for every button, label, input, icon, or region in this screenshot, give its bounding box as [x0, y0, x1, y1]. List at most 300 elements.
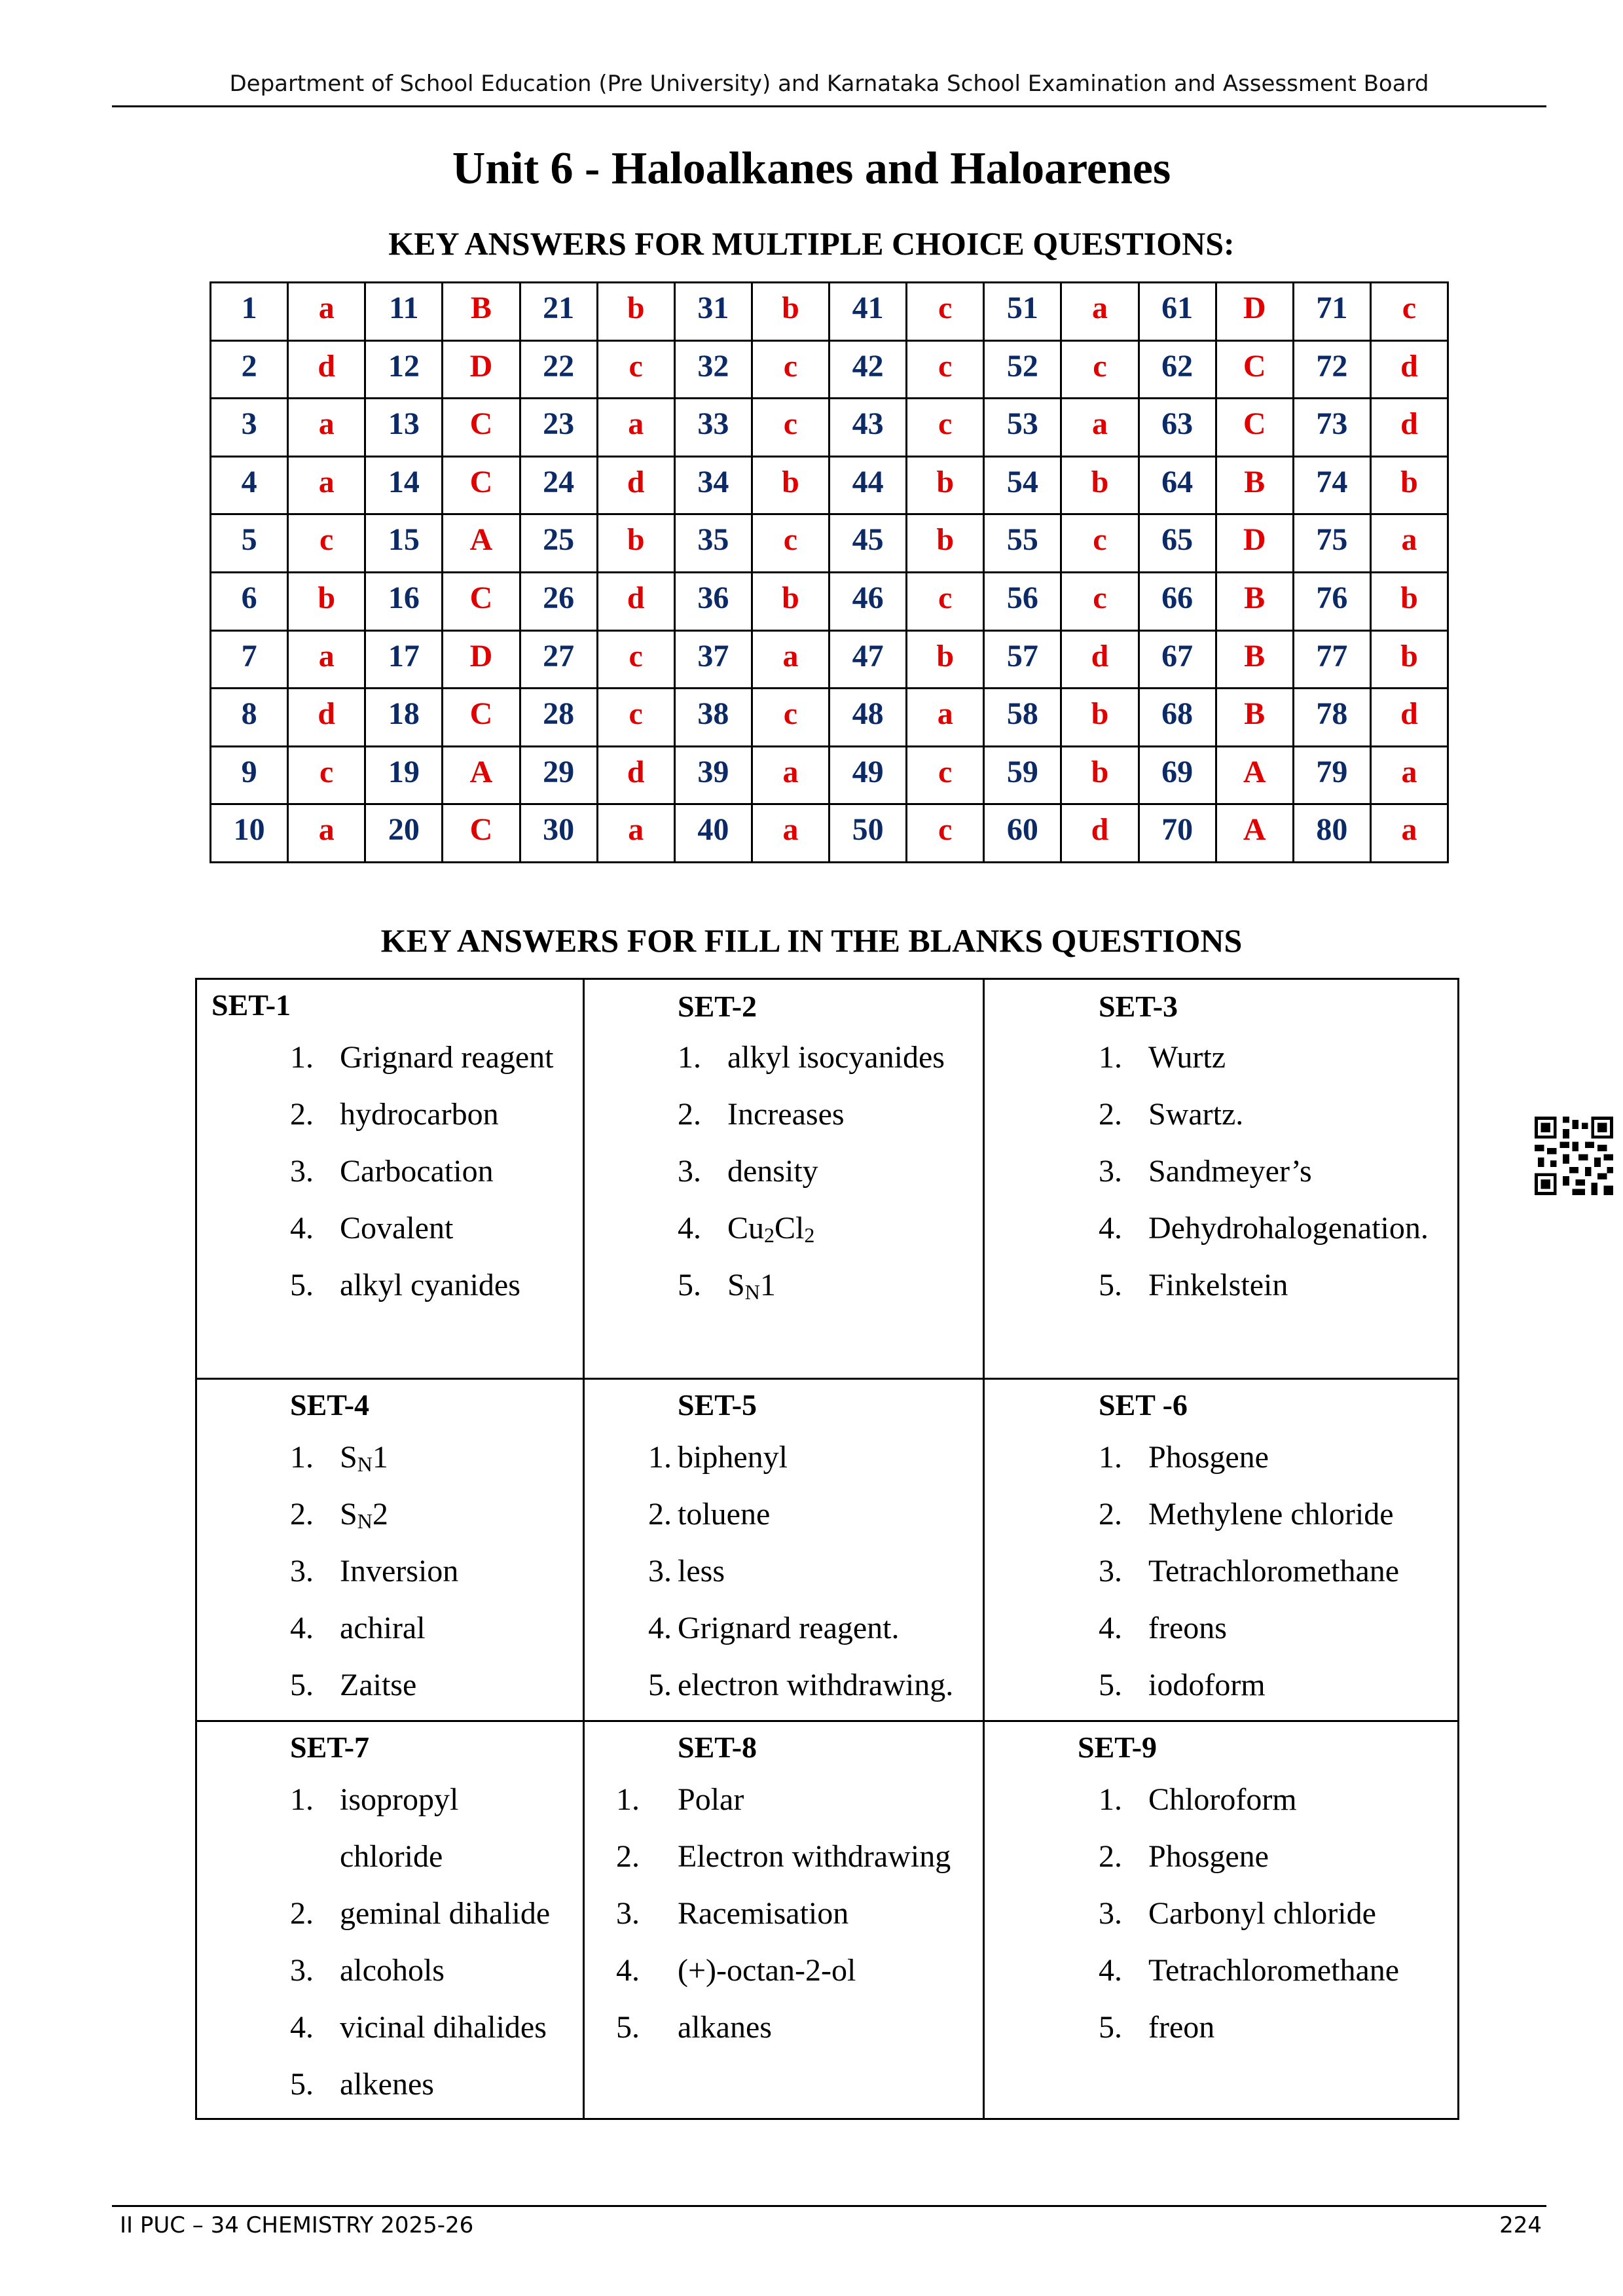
item-text	[1148, 1999, 1214, 2056]
answer-key: b	[1370, 572, 1448, 630]
question-number: 4	[211, 456, 288, 514]
question-number: 13	[365, 399, 443, 457]
question-number: 2	[211, 340, 288, 399]
answer-key: c	[752, 689, 829, 747]
answer-key: c	[907, 804, 984, 863]
item-number: 5.	[1099, 2010, 1122, 2045]
question-number: 52	[984, 340, 1061, 399]
answer-key: a	[1370, 514, 1448, 573]
question-number: 48	[830, 689, 907, 747]
item-text	[727, 1200, 814, 1264]
page-header: Department of School Education (Pre University) and Karnataka School Examination and Assessment Board	[229, 71, 1429, 97]
item-number: 2.	[616, 1839, 640, 1874]
answer-key: b	[1061, 746, 1139, 804]
item-text	[727, 1143, 818, 1200]
item-text	[1148, 1657, 1266, 1713]
item-number: 3.	[648, 1554, 672, 1588]
answer-key: c	[907, 746, 984, 804]
text-segment: toluene	[678, 1497, 771, 1532]
item-number: 3.	[290, 1554, 314, 1588]
item-text	[1148, 1486, 1394, 1543]
item-text	[1148, 1828, 1269, 1885]
text-segment: electron withdrawing.	[678, 1668, 954, 1702]
question-number: 73	[1293, 399, 1370, 457]
text-segment: Swartz.	[1148, 1097, 1244, 1132]
question-number: 78	[1293, 689, 1370, 747]
item-number: 5.	[290, 1668, 314, 1702]
text-segment: alkyl cyanides	[340, 1268, 520, 1302]
answer-key: d	[288, 689, 365, 747]
question-number: 62	[1139, 340, 1216, 399]
question-number: 5	[211, 514, 288, 573]
answer-key: d	[597, 572, 674, 630]
item-number: 1.	[290, 1440, 314, 1475]
question-number: 24	[520, 456, 597, 514]
answer-key: D	[1216, 283, 1293, 341]
header-divider	[112, 105, 1546, 107]
answer-key: b	[288, 572, 365, 630]
item-number: 2.	[678, 1097, 701, 1132]
table-row	[211, 456, 1448, 514]
footer-course: II PUC – 34 CHEMISTRY 2025-26	[120, 2212, 474, 2238]
text-segment: Dehydrohalogenation.	[1148, 1211, 1429, 1246]
question-number: 47	[830, 630, 907, 689]
item-text	[678, 1828, 951, 1885]
text-segment: freons	[1148, 1611, 1227, 1645]
answer-key: c	[1061, 572, 1139, 630]
item-text	[1148, 1257, 1288, 1314]
item-text	[678, 1657, 953, 1713]
question-number: 42	[830, 340, 907, 399]
table-row	[211, 572, 1448, 630]
answer-key: C	[443, 572, 520, 630]
answer-key: c	[597, 630, 674, 689]
answer-key: B	[1216, 572, 1293, 630]
item-number: 5.	[648, 1668, 672, 1702]
answer-key: C	[443, 689, 520, 747]
text-segment: alcohols	[340, 1953, 445, 1988]
question-number: 34	[674, 456, 752, 514]
page-number: 224	[1499, 2212, 1542, 2238]
item-number: 2.	[290, 1497, 314, 1532]
question-number: 7	[211, 630, 288, 689]
item-number: 3.	[1099, 1154, 1122, 1189]
item-text	[1148, 1600, 1227, 1657]
question-number: 46	[830, 572, 907, 630]
text-segment: Grignard reagent.	[678, 1611, 900, 1645]
text-segment: Inversion	[340, 1554, 459, 1588]
answer-key: d	[1370, 689, 1448, 747]
text-segment: Increases	[727, 1097, 845, 1132]
item-number: 2.	[1099, 1097, 1122, 1132]
question-number: 71	[1293, 283, 1370, 341]
text-segment: S	[727, 1268, 745, 1302]
question-number: 58	[984, 689, 1061, 747]
item-number: 3.	[1099, 1554, 1122, 1588]
answer-key: B	[1216, 456, 1293, 514]
answer-key: B	[443, 283, 520, 341]
question-number: 12	[365, 340, 443, 399]
text-segment: Phosgene	[1148, 1440, 1269, 1475]
mcq-answer-table	[210, 281, 1449, 863]
answer-key: D	[443, 340, 520, 399]
answer-key: c	[907, 572, 984, 630]
answer-key: b	[907, 630, 984, 689]
question-number: 44	[830, 456, 907, 514]
item-number: 3.	[678, 1154, 701, 1189]
answer-key: C	[443, 456, 520, 514]
item-text	[340, 1486, 388, 1550]
answer-key: A	[443, 746, 520, 804]
answer-key: a	[288, 283, 365, 341]
answer-key: a	[752, 804, 829, 863]
text-segment: Racemisation	[678, 1896, 849, 1931]
item-text	[1148, 1143, 1312, 1200]
answer-key: b	[1370, 456, 1448, 514]
item-number: 3.	[290, 1154, 314, 1189]
item-text	[678, 1885, 848, 1942]
page-title: Unit 6 - Haloalkanes and Haloarenes	[452, 143, 1171, 194]
question-number: 30	[520, 804, 597, 863]
set-label: SET-2	[678, 990, 757, 1023]
footer-divider	[112, 2205, 1546, 2207]
answer-key: C	[443, 399, 520, 457]
question-number: 72	[1293, 340, 1370, 399]
item-number: 5.	[290, 1268, 314, 1302]
question-number: 22	[520, 340, 597, 399]
item-text	[1148, 1086, 1243, 1143]
answer-key: a	[1061, 283, 1139, 341]
question-number: 55	[984, 514, 1061, 573]
answer-key: a	[1061, 399, 1139, 457]
item-text	[1148, 1200, 1429, 1257]
grid-divider	[983, 980, 985, 2118]
item-number: 4.	[290, 1211, 314, 1246]
answer-key: d	[288, 340, 365, 399]
question-number: 45	[830, 514, 907, 573]
item-text	[678, 1999, 772, 2056]
question-number: 35	[674, 514, 752, 573]
item-text	[678, 1486, 770, 1543]
question-number: 54	[984, 456, 1061, 514]
item-number: 5.	[678, 1268, 701, 1302]
answer-key: B	[1216, 630, 1293, 689]
text-segment: Polar	[678, 1782, 744, 1817]
table-row	[211, 399, 1448, 457]
item-text	[340, 1885, 550, 1942]
subscript-text: 2	[764, 1223, 775, 1247]
question-number: 36	[674, 572, 752, 630]
set-label: SET-7	[290, 1731, 370, 1764]
question-number: 37	[674, 630, 752, 689]
subscript-text: N	[744, 1280, 760, 1304]
question-number: 79	[1293, 746, 1370, 804]
answer-key: c	[1061, 340, 1139, 399]
question-number: 63	[1139, 399, 1216, 457]
item-text	[1148, 1029, 1226, 1086]
item-text	[340, 1771, 510, 1885]
item-text	[340, 1999, 547, 2056]
item-number: 5.	[616, 2010, 640, 2045]
question-number: 43	[830, 399, 907, 457]
table-row	[211, 804, 1448, 863]
answer-key: d	[1061, 804, 1139, 863]
item-text	[727, 1029, 945, 1086]
subscript-text: N	[357, 1452, 373, 1476]
answer-key: D	[443, 630, 520, 689]
question-number: 9	[211, 746, 288, 804]
answer-key: d	[1061, 630, 1139, 689]
answer-key: b	[907, 514, 984, 573]
question-number: 49	[830, 746, 907, 804]
set-label: SET -6	[1099, 1388, 1188, 1422]
item-number: 2.	[1099, 1839, 1122, 1874]
item-number: 2.	[1099, 1497, 1122, 1532]
item-text	[340, 1657, 416, 1713]
set-label: SET-9	[1078, 1731, 1158, 1764]
text-segment: 1	[759, 1268, 776, 1302]
item-number: 4.	[290, 1611, 314, 1645]
item-number: 1.	[1099, 1040, 1122, 1075]
question-number: 27	[520, 630, 597, 689]
item-number: 4.	[1099, 1211, 1122, 1246]
text-segment: alkenes	[340, 2067, 434, 2102]
text-segment: iodoform	[1148, 1668, 1266, 1702]
question-number: 17	[365, 630, 443, 689]
question-number: 76	[1293, 572, 1370, 630]
fib-answer-grid	[195, 978, 1459, 2120]
item-text	[1148, 1942, 1399, 1999]
text-segment: density	[727, 1154, 818, 1189]
text-segment: freon	[1148, 2010, 1215, 2045]
item-text	[340, 1942, 445, 1999]
text-segment: Carbonyl chloride	[1148, 1896, 1376, 1931]
answer-key: A	[443, 514, 520, 573]
text-segment: Sandmeyer’s	[1148, 1154, 1312, 1189]
answer-key: d	[1370, 340, 1448, 399]
text-segment: hydrocarbon	[340, 1097, 499, 1132]
text-segment: less	[678, 1554, 725, 1588]
item-number: 4.	[290, 2010, 314, 2045]
subscript-text: N	[357, 1509, 373, 1533]
question-number: 29	[520, 746, 597, 804]
question-number: 18	[365, 689, 443, 747]
answer-key: C	[1216, 340, 1293, 399]
question-number: 68	[1139, 689, 1216, 747]
text-segment: Zaitse	[340, 1668, 417, 1702]
answer-key: b	[1370, 630, 1448, 689]
question-number: 1	[211, 283, 288, 341]
text-segment: Cl	[775, 1211, 805, 1246]
answer-key: C	[1216, 399, 1293, 457]
answer-key: a	[1370, 804, 1448, 863]
answer-key: c	[752, 399, 829, 457]
answer-key: d	[597, 746, 674, 804]
mcq-heading: KEY ANSWERS FOR MULTIPLE CHOICE QUESTIONS:	[388, 225, 1235, 262]
item-text	[340, 1600, 426, 1657]
question-number: 31	[674, 283, 752, 341]
question-number: 50	[830, 804, 907, 863]
table-row	[211, 746, 1448, 804]
answer-key: a	[752, 746, 829, 804]
text-segment: geminal dihalide	[340, 1896, 551, 1931]
answer-key: B	[1216, 689, 1293, 747]
item-text	[340, 1200, 453, 1257]
item-number: 5.	[1099, 1268, 1122, 1302]
item-number: 1.	[1099, 1782, 1122, 1817]
answer-key: c	[288, 514, 365, 573]
question-number: 19	[365, 746, 443, 804]
question-number: 21	[520, 283, 597, 341]
question-number: 66	[1139, 572, 1216, 630]
text-segment: Tetrachloromethane	[1148, 1554, 1400, 1588]
item-number: 3.	[290, 1953, 314, 1988]
item-number: 5.	[1099, 1668, 1122, 1702]
answer-key: d	[597, 456, 674, 514]
text-segment: alkanes	[678, 2010, 772, 2045]
item-number: 4.	[616, 1953, 640, 1988]
question-number: 70	[1139, 804, 1216, 863]
answer-key: b	[597, 514, 674, 573]
text-segment: achiral	[340, 1611, 426, 1645]
set-label: SET-3	[1099, 990, 1178, 1023]
answer-key: a	[1370, 746, 1448, 804]
question-number: 69	[1139, 746, 1216, 804]
item-text	[678, 1771, 744, 1828]
item-number: 1.	[616, 1782, 640, 1817]
table-row	[211, 340, 1448, 399]
question-number: 3	[211, 399, 288, 457]
answer-key: d	[1370, 399, 1448, 457]
question-number: 51	[984, 283, 1061, 341]
answer-key: a	[288, 630, 365, 689]
answer-key: a	[752, 630, 829, 689]
question-number: 28	[520, 689, 597, 747]
question-number: 38	[674, 689, 752, 747]
question-number: 53	[984, 399, 1061, 457]
item-text	[1148, 1885, 1376, 1942]
answer-key: c	[1061, 514, 1139, 573]
item-number: 4.	[1099, 1611, 1122, 1645]
answer-key: b	[597, 283, 674, 341]
text-segment: Carbocation	[340, 1154, 494, 1189]
question-number: 59	[984, 746, 1061, 804]
answer-key: a	[288, 804, 365, 863]
item-text	[340, 2056, 434, 2113]
answer-key: c	[288, 746, 365, 804]
question-number: 39	[674, 746, 752, 804]
question-number: 33	[674, 399, 752, 457]
answer-key: b	[752, 283, 829, 341]
answer-key: a	[907, 689, 984, 747]
answer-key: c	[907, 283, 984, 341]
text-segment: Electron withdrawing	[678, 1839, 951, 1874]
text-segment: biphenyl	[678, 1440, 788, 1475]
item-text	[678, 1543, 725, 1600]
question-number: 40	[674, 804, 752, 863]
item-text	[727, 1086, 845, 1143]
question-number: 56	[984, 572, 1061, 630]
question-number: 41	[830, 283, 907, 341]
text-segment: Chloroform	[1148, 1782, 1297, 1817]
answer-key: c	[752, 514, 829, 573]
question-number: 64	[1139, 456, 1216, 514]
subscript-text: 2	[804, 1223, 815, 1247]
question-number: 6	[211, 572, 288, 630]
text-segment: Covalent	[340, 1211, 454, 1246]
item-number: 4.	[648, 1611, 672, 1645]
item-number: 1.	[648, 1440, 672, 1475]
question-number: 25	[520, 514, 597, 573]
item-text	[340, 1257, 520, 1314]
item-text	[340, 1429, 388, 1493]
answer-key: c	[1370, 283, 1448, 341]
text-segment: Methylene chloride	[1148, 1497, 1394, 1532]
text-segment: Cu	[727, 1211, 765, 1246]
answer-key: c	[907, 340, 984, 399]
item-number: 1.	[678, 1040, 701, 1075]
answer-key: D	[1216, 514, 1293, 573]
set-label: SET-1	[211, 988, 291, 1022]
text-segment: Finkelstein	[1148, 1268, 1288, 1302]
table-row	[211, 514, 1448, 573]
text-segment: S	[340, 1497, 357, 1532]
grid-divider	[197, 1378, 1457, 1380]
item-text	[1148, 1771, 1297, 1828]
answer-key: b	[752, 456, 829, 514]
answer-key: b	[907, 456, 984, 514]
item-number: 1.	[1099, 1440, 1122, 1475]
item-text	[678, 1942, 856, 1999]
question-number: 80	[1293, 804, 1370, 863]
grid-divider	[197, 1720, 1457, 1722]
answer-key: c	[597, 340, 674, 399]
answer-key: a	[288, 456, 365, 514]
item-number: 4.	[1099, 1953, 1122, 1988]
qr-code-icon	[1535, 1117, 1613, 1195]
question-number: 26	[520, 572, 597, 630]
item-text	[340, 1086, 499, 1143]
answer-key: c	[907, 399, 984, 457]
item-number: 2.	[290, 1097, 314, 1132]
item-text	[1148, 1429, 1269, 1486]
answer-key: c	[597, 689, 674, 747]
item-text	[1148, 1543, 1399, 1600]
text-segment: Wurtz	[1148, 1040, 1226, 1075]
item-number: 1.	[290, 1782, 314, 1817]
text-segment: isopropyl chloride	[340, 1782, 459, 1874]
set-label: SET-8	[678, 1731, 757, 1764]
answer-key: a	[597, 399, 674, 457]
answer-key: C	[443, 804, 520, 863]
set-label: SET-5	[678, 1388, 757, 1422]
grid-divider	[583, 980, 585, 2118]
fib-heading: KEY ANSWERS FOR FILL IN THE BLANKS QUESTIONS	[380, 922, 1243, 959]
table-row	[211, 689, 1448, 747]
question-number: 10	[211, 804, 288, 863]
answer-key: a	[597, 804, 674, 863]
item-text	[340, 1029, 554, 1086]
answer-key: A	[1216, 746, 1293, 804]
item-text	[678, 1600, 900, 1657]
answer-key: c	[752, 340, 829, 399]
text-segment: (+)-octan-2-ol	[678, 1953, 856, 1988]
text-segment: Tetrachloromethane	[1148, 1953, 1400, 1988]
item-text	[727, 1257, 776, 1321]
question-number: 20	[365, 804, 443, 863]
question-number: 14	[365, 456, 443, 514]
question-number: 15	[365, 514, 443, 573]
